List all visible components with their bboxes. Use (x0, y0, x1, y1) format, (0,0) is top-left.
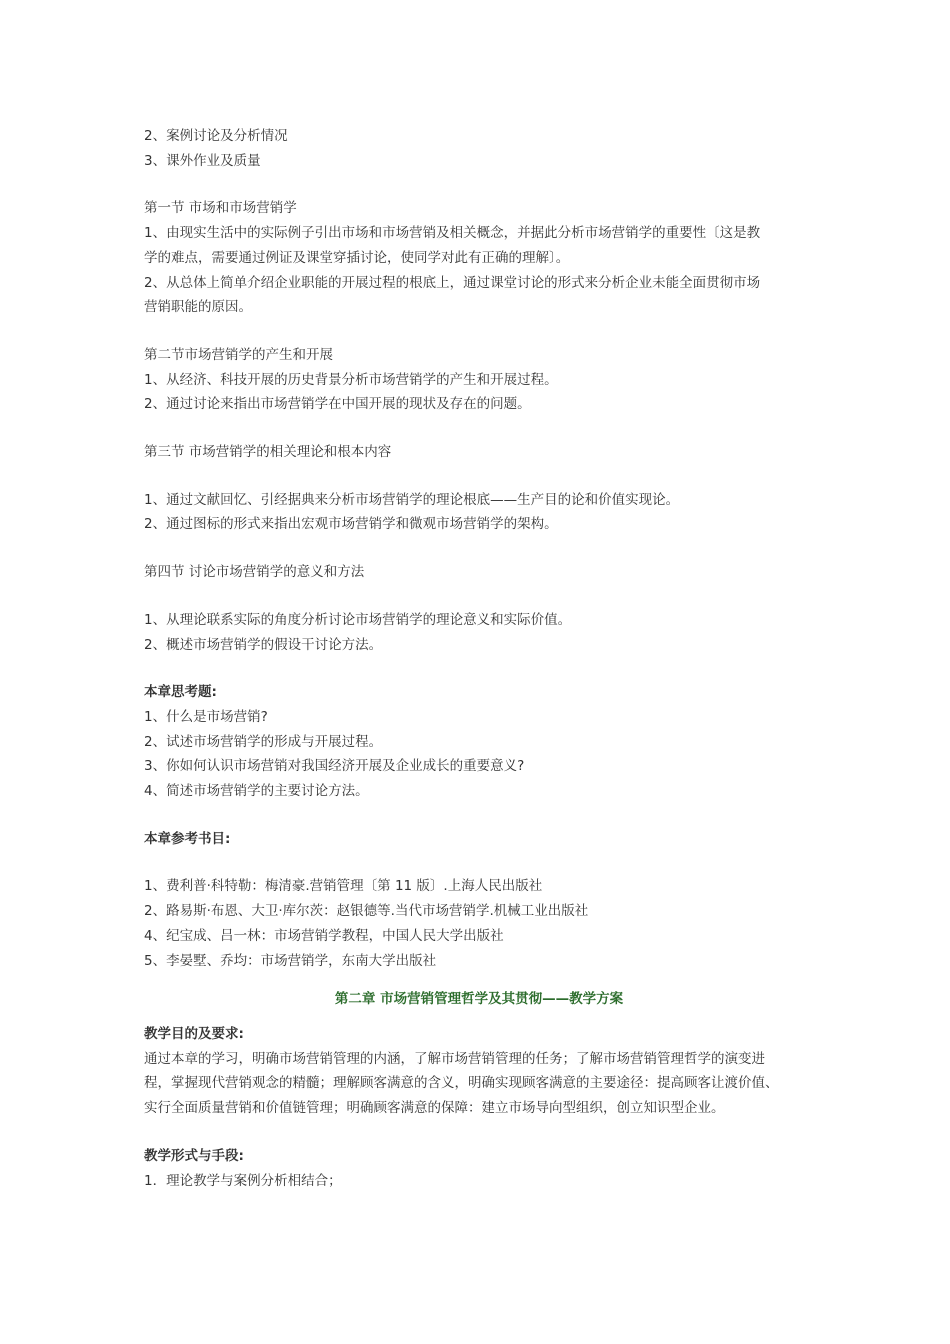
objectives-heading: 教学目的及要求: (144, 1025, 244, 1042)
reference-item: 5、李晏墅、乔均：市场营销学，东南大学出版社 (144, 952, 437, 969)
paragraph-line: 2、通过讨论来指出市场营销学在中国开展的现状及存在的问题。 (144, 396, 531, 413)
reference-item: 2、路易斯·布恩、大卫·库尔茨：赵银德等.当代市场营销学.机械工业出版社 (144, 903, 589, 920)
methods-heading: 教学形式与手段: (144, 1147, 244, 1164)
paragraph-line: 1、由现实生活中的实际例子引出市场和市场营销及相关概念，并据此分析市场营销学的重要性〔这是教 (144, 225, 761, 242)
paragraph-line: 学的难点，需要通过例证及课堂穿插讨论，使同学对此有正确的理解〕。 (144, 249, 570, 266)
question-item: 3、你如何认识市场营销对我国经济开展及企业成长的重要意义? (144, 758, 525, 775)
reference-item: 1、费利普·科特勒：梅清豪.营销管理〔第 11 版〕.上海人民出版社 (144, 878, 543, 895)
section-title: 第三节 市场营销学的相关理论和根本内容 (144, 444, 392, 461)
question-item: 1、什么是市场营销? (144, 708, 268, 725)
paragraph-line: 营销职能的原因。 (144, 299, 252, 316)
section-title: 第二节市场营销学的产生和开展 (144, 346, 333, 363)
section-title: 第四节 讨论市场营销学的意义和方法 (144, 564, 365, 581)
question-item: 2、试述市场营销学的形成与开展过程。 (144, 733, 383, 750)
section-title: 第一节 市场和市场营销学 (144, 200, 297, 217)
paragraph-line: 实行全面质量营销和价值链管理；明确顾客满意的保障：建立市场导向型组织，创立知识型企业。 (144, 1100, 725, 1117)
paragraph-line: 通过本章的学习，明确市场营销管理的内涵，了解市场营销管理的任务；了解市场营销管理哲学的演变进 (144, 1050, 765, 1067)
paragraph-line: 2、通过图标的形式来指出宏观市场营销学和微观市场营销学的架构。 (144, 516, 558, 533)
questions-heading: 本章思考题: (144, 684, 217, 701)
paragraph-line: 2、概述市场营销学的假设干讨论方法。 (144, 636, 383, 653)
paragraph-line: 1．理论教学与案例分析相结合； (144, 1172, 342, 1189)
reference-item: 4、纪宝成、吕一林：市场营销学教程，中国人民大学出版社 (144, 927, 504, 944)
document-page (144, 124, 814, 1193)
paragraph-line: 2、从总体上简单介绍企业职能的开展过程的根底上，通过课堂讨论的形式来分析企业未能全面贯彻市场 (144, 274, 761, 291)
paragraph-line: 1、从理论联系实际的角度分析讨论市场营销学的理论意义和实际价值。 (144, 611, 572, 628)
paragraph-line: 1、通过文献回忆、引经据典来分析市场营销学的理论根底——生产目的论和价值实现论。 (144, 491, 680, 508)
paragraph-line: 1、从经济、科技开展的历史背景分析市场营销学的产生和开展过程。 (144, 371, 558, 388)
list-item: 2、案例讨论及分析情况 (144, 128, 288, 144)
question-item: 4、简述市场营销学的主要讨论方法。 (144, 783, 369, 800)
references-heading: 本章参考书目: (144, 830, 231, 847)
paragraph-line: 程，掌握现代营销观念的精髓；理解顾客满意的含义，明确实现顾客满意的主要途径：提高顾客让渡价值、 (144, 1075, 779, 1092)
chapter-title: 第二章 市场营销管理哲学及其贯彻——教学方案 (334, 991, 624, 1008)
list-item: 3、课外作业及质量 (144, 152, 261, 169)
